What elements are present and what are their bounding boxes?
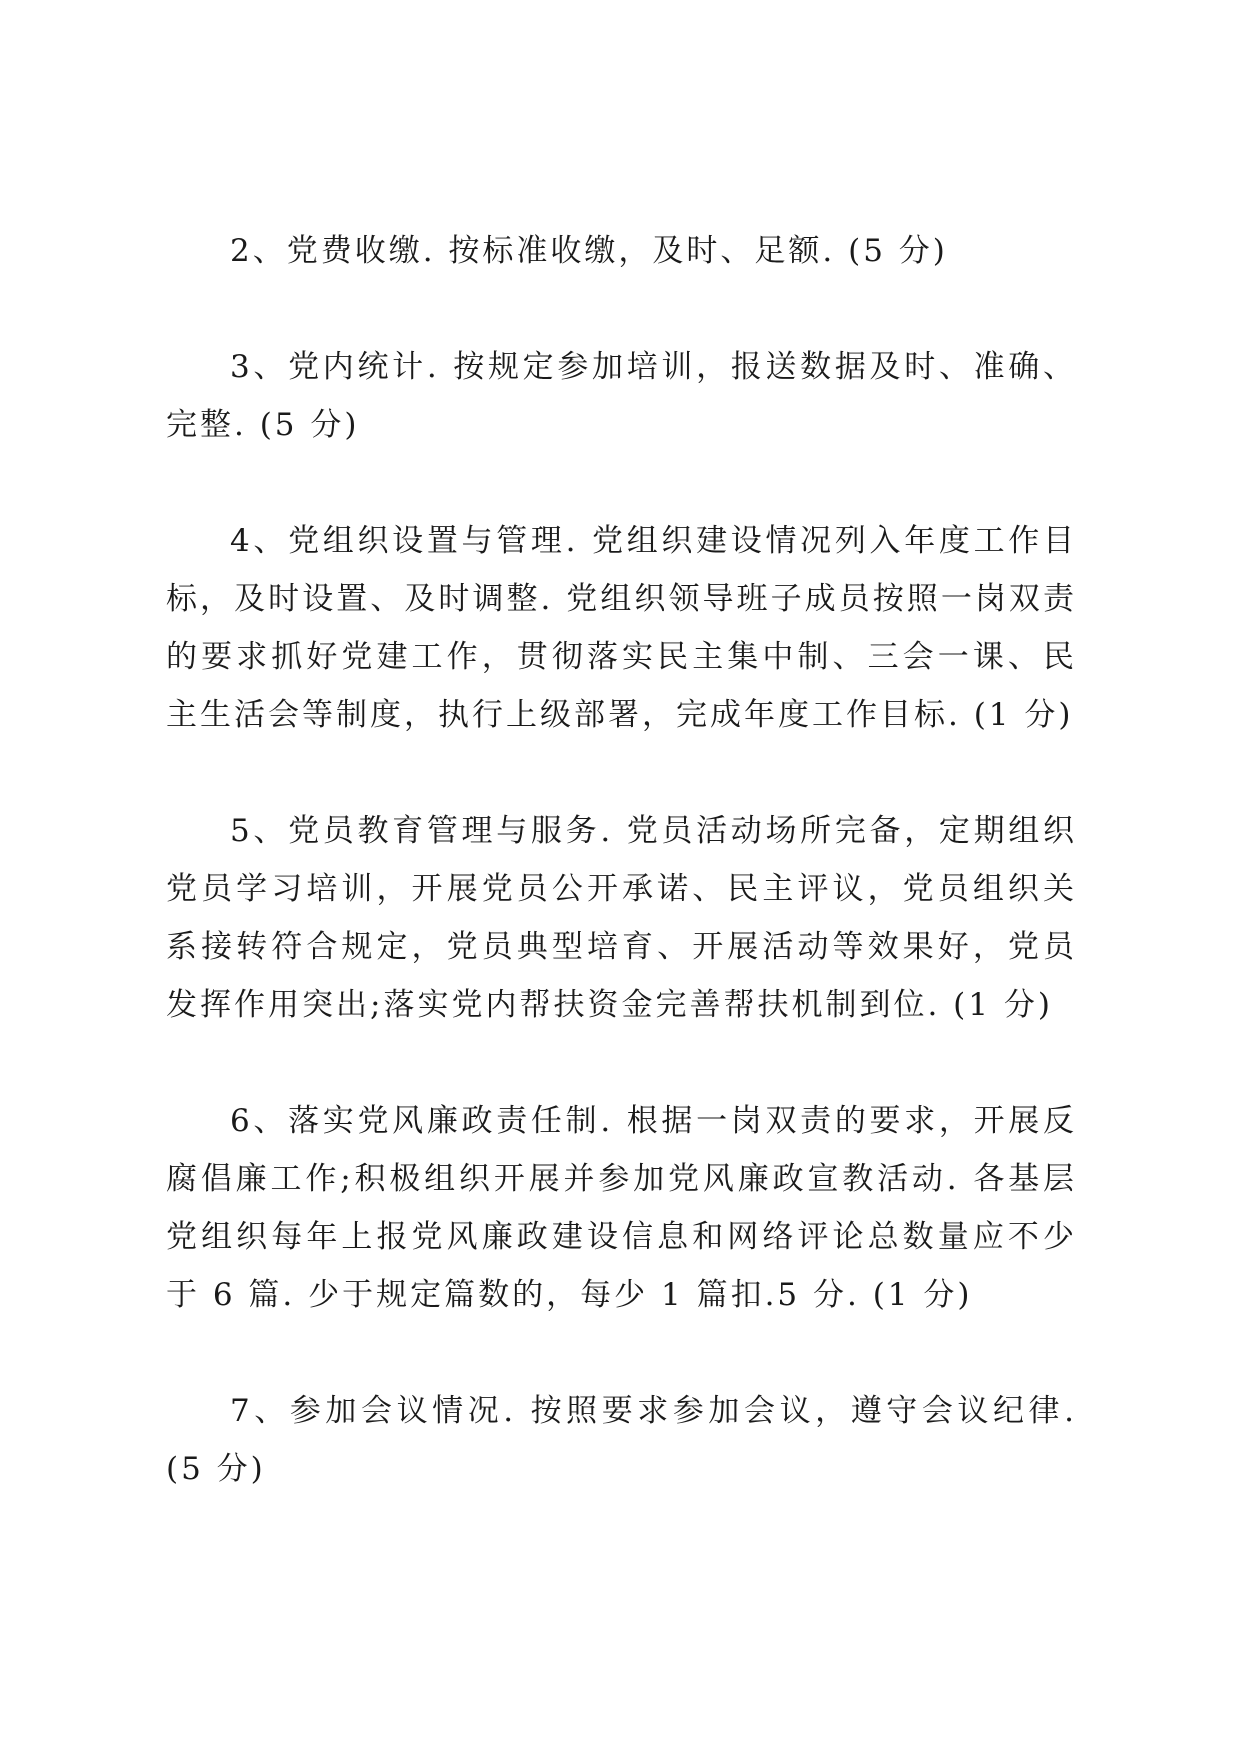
paragraph-item-3: 3、党内统计. 按规定参加培训，报送数据及时、准确、完整. (5 分) — [166, 349, 1077, 443]
paragraph-item-4: 4、党组织设置与管理. 党组织建设情况列入年度工作目标，及时设置、及时调整. 党组织领导班子成员按照一岗双责的要求抓好党建工作，贯彻落实民主集中制、三会一课、民主生活会等制度，执行上级部署，完成年度工作目标. (1 分) — [166, 523, 1077, 733]
paragraph-item-7: 7、参加会议情况. 按照要求参加会议，遵守会议纪律. (5 分) — [166, 1393, 1077, 1487]
paragraph-item-5: 5、党员教育管理与服务. 党员活动场所完备，定期组织党员学习培训，开展党员公开承诺、民主评议，党员组织关系接转符合规定，党员典型培育、开展活动等效果好，党员发挥作用突出;落实党内帮扶资金完善帮扶机制到位. (1 分) — [166, 813, 1077, 1023]
paragraph-item-2: 2、党费收缴. 按标准收缴，及时、足额. (5 分) — [230, 233, 948, 269]
document-body — [166, 222, 1077, 1498]
paragraph-item-6: 6、落实党风廉政责任制. 根据一岗双责的要求，开展反腐倡廉工作;积极组织开展并参加党风廉政宣教活动. 各基层党组织每年上报党风廉政建设信息和网络评论总数量应不少于 6 篇. 少于规定篇数的，每少 1 篇扣.5 分. (1 分) — [166, 1103, 1077, 1313]
